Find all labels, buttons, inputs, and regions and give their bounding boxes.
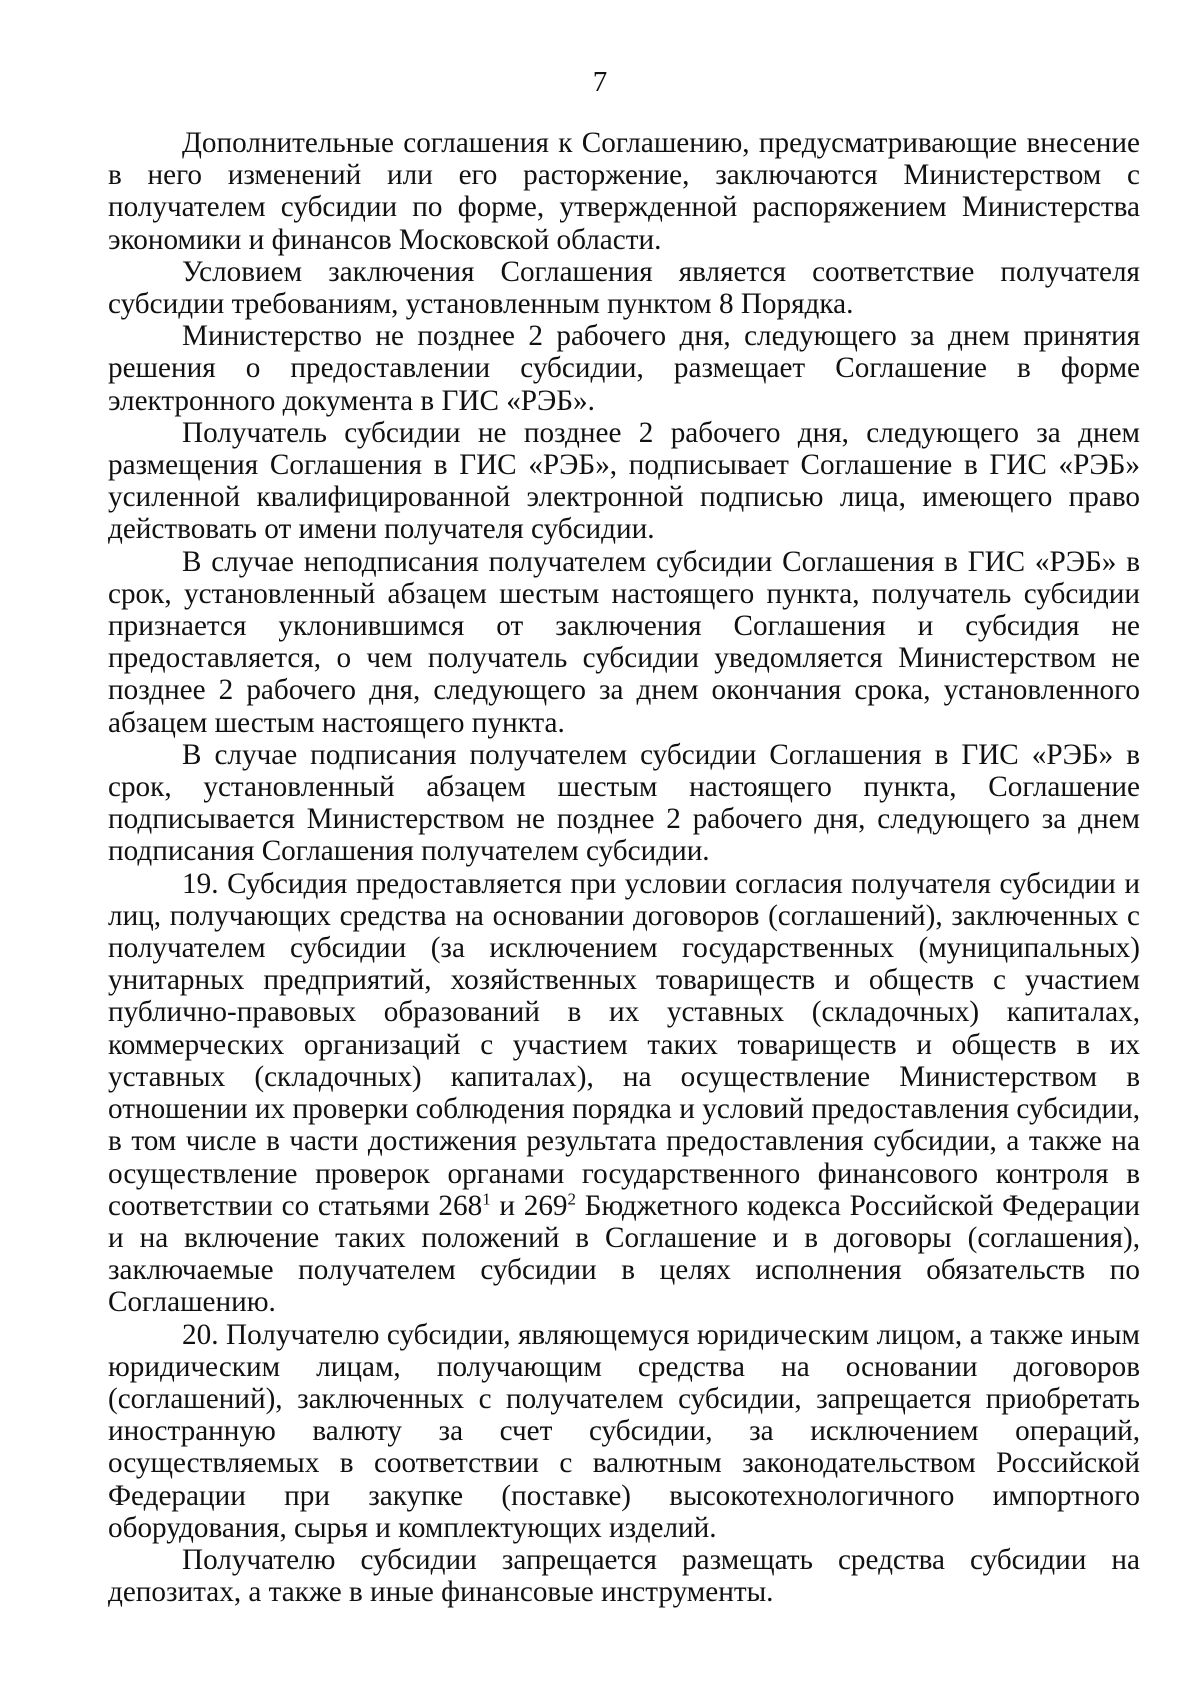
item-19-text-start: 19. Субсидия предоставляется при условии согласия получателя субсидии и лиц, получающих средства на основании договоров (соглашений), заключенных с получателем субсидии (за исключением государственных (муниципальных) унитарных предприятий, хозяйственных товариществ и обществ с участием публично-правовых образований в их уставных (складочных) капиталах, коммерческих организаций с участием таких товариществ и обществ в их уставных (складочных) капиталах), на осуществление Министерством в отношении их проверки соблюдения порядка и условий предоставления субсидии, в том числе в части достижения результата предоставления субсидии, а также на осуществление проверок органами государственного финансового контроля в соответствии со статьями 268 bbox=[108, 867, 1140, 1222]
paragraph-signing: В случае подписания получателем субсидии Соглашения в ГИС «РЭБ» в срок, установленный абзацем шестым настоящего пункта, Соглашение подписывается Министерством не позднее 2 рабочего дня, следующего за днем подписания Соглашения получателем субсидии. bbox=[108, 738, 1140, 868]
paragraph-item-20: 20. Получателю субсидии, являющемуся юридическим лицом, а также иным юридическим лицам, получающим средства на основании договоров (соглашений), заключенных с получателем субсидии, запрещается приобретать иностранную валюту за счет субсидии, за исключением операций, осуществляемых в соответствии с валютным законодательством Российской Федерации при закупке (поставке) высокотехнологичного импортного оборудования, сырья и комплектующих изделий. bbox=[108, 1318, 1140, 1544]
page-number: 7 bbox=[592, 66, 608, 98]
paragraph-non-signing: В случае неподписания получателем субсидии Соглашения в ГИС «РЭБ» в срок, установленный абзацем шестым настоящего пункта, получатель субсидии признается уклонившимся от заключения Соглашения и субсидия не предоставляется, о чем получатель субсидии уведомляется Министерством не позднее 2 рабочего дня, следующего за днем окончания срока, установленного абзацем шестым настоящего пункта. bbox=[108, 545, 1140, 739]
paragraph-agreement-condition: Условием заключения Соглашения является соответствие получателя субсидии требованиям, установленным пунктом 8 Порядка. bbox=[108, 255, 1140, 321]
paragraph-additional-agreements: Дополнительные соглашения к Соглашению, предусматривающие внесение в него изменений или его расторжение, заключаются Министерством с получателем субсидии по форме, утвержденной распоряжением Министерства экономики и финансов Московской области. bbox=[108, 127, 1140, 256]
document-body bbox=[108, 127, 1140, 1608]
paragraph-recipient-signs: Получатель субсидии не позднее 2 рабочего дня, следующего за днем размещения Соглашения в ГИС «РЭБ», подписывает Соглашение в ГИС «РЭБ» усиленной квалифицированной электронной подписью лица, имеющего право действовать от имени получателя субсидии. bbox=[108, 416, 1140, 546]
paragraph-item-19 bbox=[108, 868, 1140, 1319]
item-19-text-middle: и 269 bbox=[490, 1189, 568, 1222]
paragraph-deposit-prohibition: Получателю субсидии запрещается размещать средства субсидии на депозитах, а также в иные финансовые инструменты. bbox=[108, 1543, 1140, 1609]
superscript-268: 1 bbox=[482, 1188, 491, 1208]
superscript-269: 2 bbox=[567, 1188, 577, 1208]
paragraph-ministry-posts-agreement: Министерство не позднее 2 рабочего дня, следующего за днем принятия решения о предоставлении субсидии, размещает Соглашение в форме электронного документа в ГИС «РЭБ». bbox=[108, 320, 1140, 417]
item-19-text-end: Бюджетного кодекса Российской Федерации и на включение таких положений в Соглашение и в договоры (соглашения), заключаемые получателем субсидии в целях исполнения обязательств по Соглашению. bbox=[108, 1189, 1140, 1319]
